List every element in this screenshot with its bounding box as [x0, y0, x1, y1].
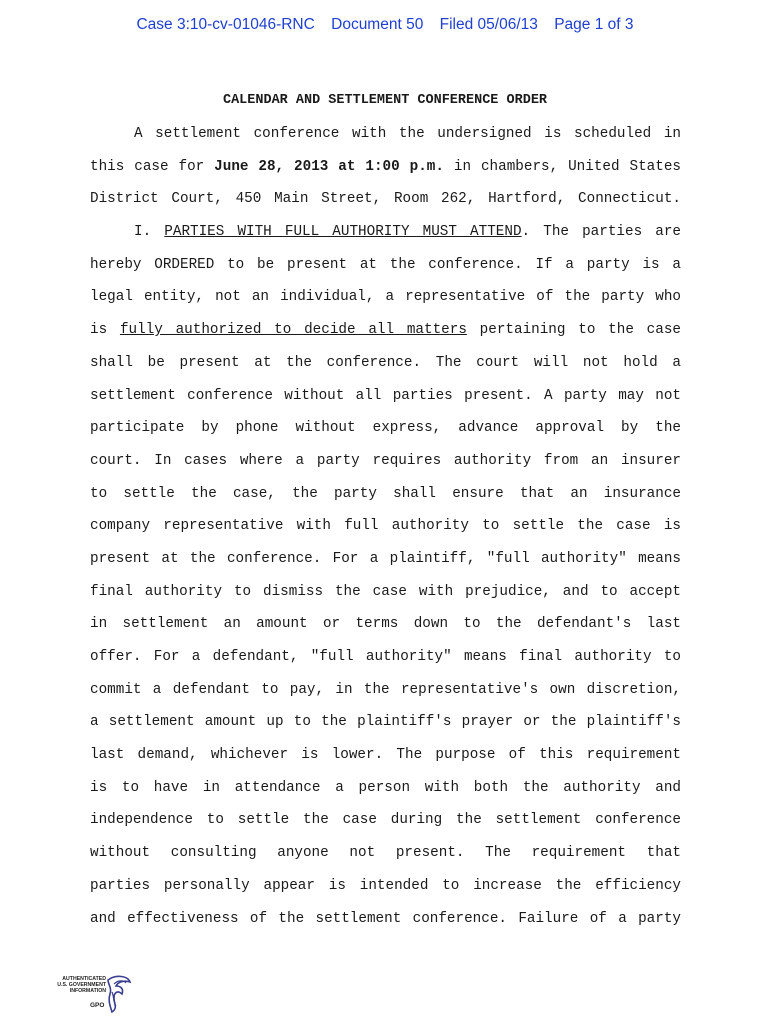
para2-line17: last demand, whichever is lower. The purpose of this requirement — [90, 747, 681, 764]
para2-line19: independence to settle the case during the settlement conference — [90, 812, 681, 829]
para2-line1 — [90, 216, 681, 249]
page-indicator: Page 1 of 3 — [554, 16, 634, 33]
para2-line9: to settle the case, the party shall ensure that an insurance — [90, 485, 681, 502]
underlined-phrase: fully authorized to decide all matters — [119, 322, 467, 339]
para2-line21: parties personally appear is intended to increase the efficiency — [90, 877, 681, 894]
para2-line22: and effectiveness of the settlement conference. Failure of a party — [90, 910, 681, 927]
eagle-icon — [104, 974, 132, 1014]
conference-date: June 28, 2013 at 1:00 p.m. — [214, 158, 444, 175]
text: pertaining to the case — [466, 322, 681, 339]
para2-line10: company representative with full authority to settle the case is — [90, 518, 681, 535]
case-header — [0, 16, 770, 34]
para2-line5: shall be present at the conference. The court will not hold a — [90, 354, 681, 371]
seal-line: AUTHENTICATED — [62, 976, 106, 982]
section-heading: PARTIES WITH FULL AUTHORITY MUST ATTEND — [164, 224, 522, 241]
para2-line8: court. In cases where a party requires authority from an insurer — [90, 452, 681, 469]
para2-line15: commit a defendant to pay, in the representative's own discretion, — [90, 681, 681, 698]
para1-line3: District Court, 450 Main Street, Room 262, Hartford, Connecticut. — [90, 191, 681, 208]
order-body — [90, 118, 681, 935]
text: this case for — [90, 158, 215, 175]
seal-line: INFORMATION — [69, 988, 106, 994]
seal-line: U.S. GOVERNMENT — [57, 982, 106, 988]
para2-line7: participate by phone without express, advance approval by the — [90, 420, 681, 437]
seal-gpo: GPO — [90, 1002, 105, 1009]
para2-line20: without consulting anyone not present. The requirement that — [90, 845, 681, 862]
gpo-authentication-seal — [44, 974, 134, 1016]
para2-line13: in settlement an amount or terms down to the defendant's last — [90, 616, 681, 633]
para1-line1: A settlement conference with the undersigned is scheduled in — [134, 126, 681, 142]
para1-line2 — [90, 151, 681, 184]
seal-text — [44, 976, 106, 994]
para2-line4 — [90, 314, 681, 347]
para2-line12: final authority to dismiss the case with prejudice, and to accept — [90, 583, 681, 600]
document-number: Document 50 — [331, 16, 424, 33]
text: in chambers, United States — [443, 158, 681, 175]
text: . The parties are — [521, 224, 681, 241]
order-title: CALENDAR AND SETTLEMENT CONFERENCE ORDER — [222, 93, 548, 108]
para2-line16: a settlement amount up to the plaintiff's prayer or the plaintiff's — [90, 714, 681, 731]
para2-line18: is to have in attendance a person with both the authority and — [90, 779, 681, 796]
case-number: Case 3:10-cv-01046-RNC — [136, 16, 315, 33]
para2-line6: settlement conference without all parties present. A party may not — [90, 387, 681, 404]
text: I. — [134, 224, 165, 241]
filed-date: Filed 05/06/13 — [439, 16, 538, 33]
para2-line11: present at the conference. For a plaintiff, "full authority" means — [90, 550, 681, 567]
para2-line2: hereby ORDERED to be present at the conference. If a party is a — [90, 256, 681, 273]
text: is — [90, 322, 120, 339]
para2-line14: offer. For a defendant, "full authority" means final authority to — [90, 649, 681, 665]
para2-line3: legal entity, not an individual, a representative of the party who — [90, 289, 681, 306]
